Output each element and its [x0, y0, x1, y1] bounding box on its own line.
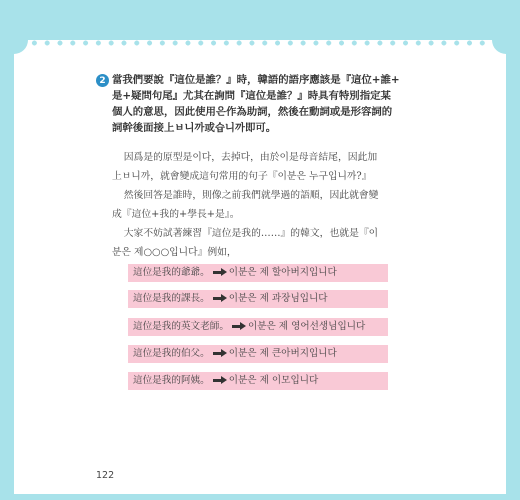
body-line: 大家不妨試著練習『這位是我的……』的韓文，也就是『이: [123, 228, 379, 239]
question-block: [112, 72, 412, 136]
example-korean: 이분은 제 이모입니다: [228, 375, 319, 386]
example-row: [128, 290, 388, 308]
example-chinese: 這位是我的伯父。: [133, 348, 210, 359]
body-line: 成『這位+我的+學長+是』。: [112, 209, 240, 220]
example-row: [128, 318, 388, 336]
body-line: 因爲是的原型是이다，去掉다，由於이是母音結尾，因此加: [123, 152, 378, 163]
question-line: 是+疑問句尾』尤其在詢問『這位是誰？』時具有特別指定某: [112, 90, 391, 102]
example-chinese: 這位是我的課長。: [133, 293, 210, 304]
question-number-badge: 2: [96, 74, 109, 87]
example-korean: 이분은 제 과장님입니다: [228, 293, 328, 304]
question-line: 詞幹後面接上ㅂ니까或습니까即可。: [112, 122, 277, 134]
example-row: [128, 372, 388, 390]
example-chinese: 這位是我的阿姨。: [133, 375, 210, 386]
example-row: [128, 345, 388, 363]
body-line: 분은 제○○○입니다』例如，: [112, 247, 237, 258]
right-arrow-icon: [213, 376, 227, 384]
explanation-text: [112, 148, 412, 262]
body-line: 然後回答是誰時，則像之前我們就學過的語順，因此就會變: [123, 190, 379, 201]
example-korean: 이분은 제 큰아버지입니다: [228, 348, 337, 359]
question-line: 當我們要說『這位是誰？』時，韓語的語序應該是『這位+誰+: [112, 74, 400, 86]
right-arrow-icon: [232, 322, 246, 330]
question-line: 個人的意思，因此使用은作為助詞，然後在動詞或是形容詞的: [112, 106, 393, 118]
example-row: [128, 264, 388, 282]
right-arrow-icon: [213, 349, 227, 357]
example-chinese: 這位是我的爺爺。: [133, 267, 210, 278]
right-arrow-icon: [213, 294, 227, 302]
body-line: 上ㅂ니까，就會變成這句常用的句子『이분은 누구입니까?』: [112, 171, 372, 182]
perforated-edge: [28, 40, 492, 46]
right-arrow-icon: [213, 268, 227, 276]
example-korean: 이분은 제 영어선생님입니다: [247, 321, 366, 332]
page-number: 122: [96, 470, 115, 481]
example-korean: 이분은 제 할아버지입니다: [228, 267, 337, 278]
example-chinese: 這位是我的英文老師。: [133, 321, 229, 332]
